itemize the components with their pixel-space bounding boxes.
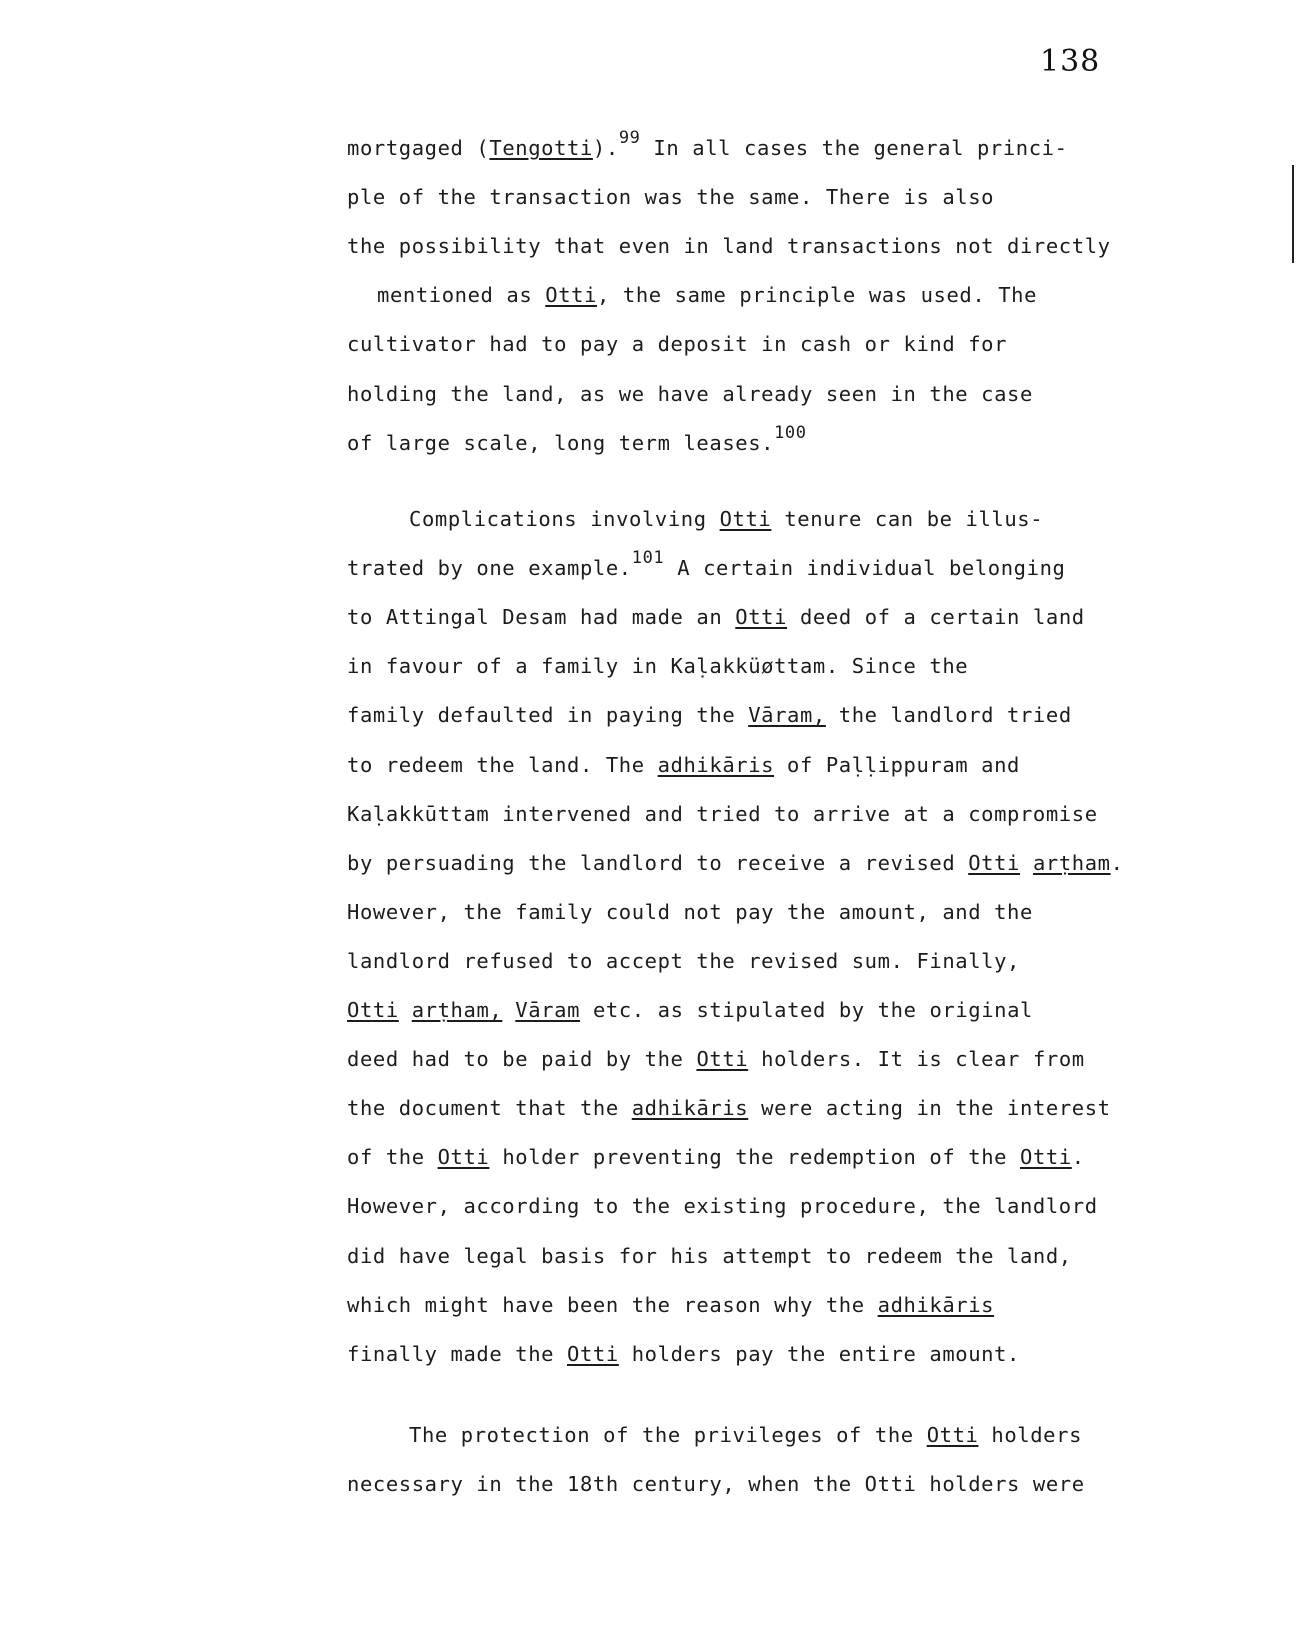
underlined-term: adhikāris <box>631 1096 749 1121</box>
text-line <box>347 802 1098 826</box>
underlined-term: Otti <box>735 605 788 630</box>
text-run: to Attingal Desam had made an <box>347 605 736 630</box>
text-line <box>347 1472 1085 1496</box>
text-run: the possibility that even in land transactions not directly <box>347 234 1111 259</box>
underlined-term: Otti <box>719 507 772 531</box>
text-run: etc. as stipulated by the original <box>580 998 1033 1022</box>
text-line <box>347 1047 1085 1071</box>
text-run: the document that the <box>347 1096 632 1121</box>
text-line <box>377 283 1037 307</box>
footnote-ref: 99 <box>618 128 641 149</box>
text-run: holders pay the entire amount. <box>618 1341 1020 1366</box>
text-run: by persuading the landlord to receive a revised <box>347 850 969 875</box>
page-number: 138 <box>1040 44 1101 79</box>
text-run: finally made the <box>347 1341 568 1366</box>
text-run: tenure can be illus- <box>771 507 1044 531</box>
underlined-term: Otti <box>1020 1145 1072 1170</box>
text-run: to redeem the land. The <box>347 752 658 777</box>
text-run: in favour of a family in Kaḷakküøttam. Since the <box>347 654 969 679</box>
text-line <box>347 654 968 678</box>
text-run: , the same principle was used. The <box>597 283 1038 308</box>
text-run: Kaḷakkūttam intervened and tried to arrive at a compromise <box>347 801 1098 826</box>
text-run: mentioned as <box>377 283 546 308</box>
text-run: of large scale, long term leases. <box>347 430 775 455</box>
text-run: holder preventing the redemption of the <box>489 1145 1021 1170</box>
text-run: family defaulted in paying the <box>347 703 749 728</box>
underlined-term: arṭham, <box>411 998 503 1022</box>
underlined-term: Otti <box>545 283 598 308</box>
footnote-ref: 101 <box>631 548 665 569</box>
text-line <box>347 185 994 209</box>
text-line <box>409 507 1043 531</box>
text-run: Complications involving <box>409 507 720 531</box>
text-line <box>347 1096 1111 1120</box>
text-run: were acting in the interest <box>748 1096 1111 1121</box>
text-run: of Paḷḷippuram and <box>774 752 1020 777</box>
margin-mark <box>1292 165 1294 263</box>
text-run: The protection of the privileges of the <box>409 1423 927 1447</box>
text-run: trated by one example. <box>347 556 632 581</box>
text-line <box>347 422 807 455</box>
text-run: holders <box>978 1423 1083 1447</box>
text-run: . <box>1110 850 1124 875</box>
underlined-term: Vāram, <box>748 703 826 728</box>
underlined-term: Otti <box>696 1047 749 1072</box>
text-run: deed of a certain land <box>787 605 1085 630</box>
text-run: the landlord tried <box>825 703 1072 728</box>
text-run: A certain individual belonging <box>664 556 1066 581</box>
underlined-term: Otti <box>968 850 1020 875</box>
underlined-term: adhikāris <box>877 1292 995 1317</box>
text-line <box>347 605 1085 629</box>
text-line <box>347 1293 994 1317</box>
text-run: holders. It is clear from <box>748 1047 1085 1072</box>
text-run: mortgaged ( <box>347 136 490 160</box>
text-line <box>347 851 1124 875</box>
text-line <box>347 128 1068 160</box>
text-line <box>347 1342 1020 1366</box>
text-line <box>347 548 1066 581</box>
text-line <box>347 1244 1072 1268</box>
text-line <box>347 332 1007 356</box>
text-line <box>347 998 1033 1022</box>
underlined-term: Tengotti <box>489 136 593 160</box>
text-line <box>347 900 1033 924</box>
text-line <box>347 753 1020 777</box>
text-line <box>347 703 1072 727</box>
text-run <box>502 998 515 1022</box>
text-run: holding the land, as we have already seen in the case <box>347 381 1033 406</box>
text-line <box>347 1145 1085 1169</box>
text-run: which might have been the reason why the <box>347 1292 878 1317</box>
underlined-term: arṭham <box>1032 850 1111 875</box>
text-run: . <box>1071 1145 1085 1170</box>
text-run: of the <box>347 1145 438 1170</box>
text-run: landlord refused to accept the revised sum. Finally, <box>347 948 1020 973</box>
text-line <box>347 382 1033 406</box>
text-line <box>347 1194 1098 1218</box>
underlined-term: Otti <box>437 1145 490 1170</box>
underlined-term: Otti <box>567 1341 619 1366</box>
text-line <box>347 234 1111 258</box>
text-run: necessary in the 18th century, when the Otti holders were <box>347 1472 1085 1497</box>
text-run: In all cases the general princi- <box>640 136 1068 160</box>
text-run: However, according to the existing procedure, the landlord <box>347 1194 1098 1219</box>
text-run: ple of the transaction was the same. There is also <box>347 185 995 210</box>
underlined-term: adhikāris <box>657 752 775 777</box>
text-run: ). <box>592 136 619 160</box>
text-run: did have legal basis for his attempt to redeem the land, <box>347 1243 1072 1268</box>
underlined-term: Otti <box>347 998 399 1022</box>
text-line <box>409 1423 1082 1447</box>
text-run: However, the family could not pay the amount, and the <box>347 899 1033 924</box>
text-run <box>1020 851 1033 875</box>
footnote-ref: 100 <box>774 422 807 443</box>
text-run: cultivator had to pay a deposit in cash or kind for <box>347 332 1008 357</box>
text-run <box>399 998 412 1022</box>
text-line <box>347 949 1020 973</box>
underlined-term: Otti <box>926 1423 979 1447</box>
text-run: deed had to be paid by the <box>347 1047 697 1072</box>
underlined-term: Vāram <box>515 998 581 1022</box>
